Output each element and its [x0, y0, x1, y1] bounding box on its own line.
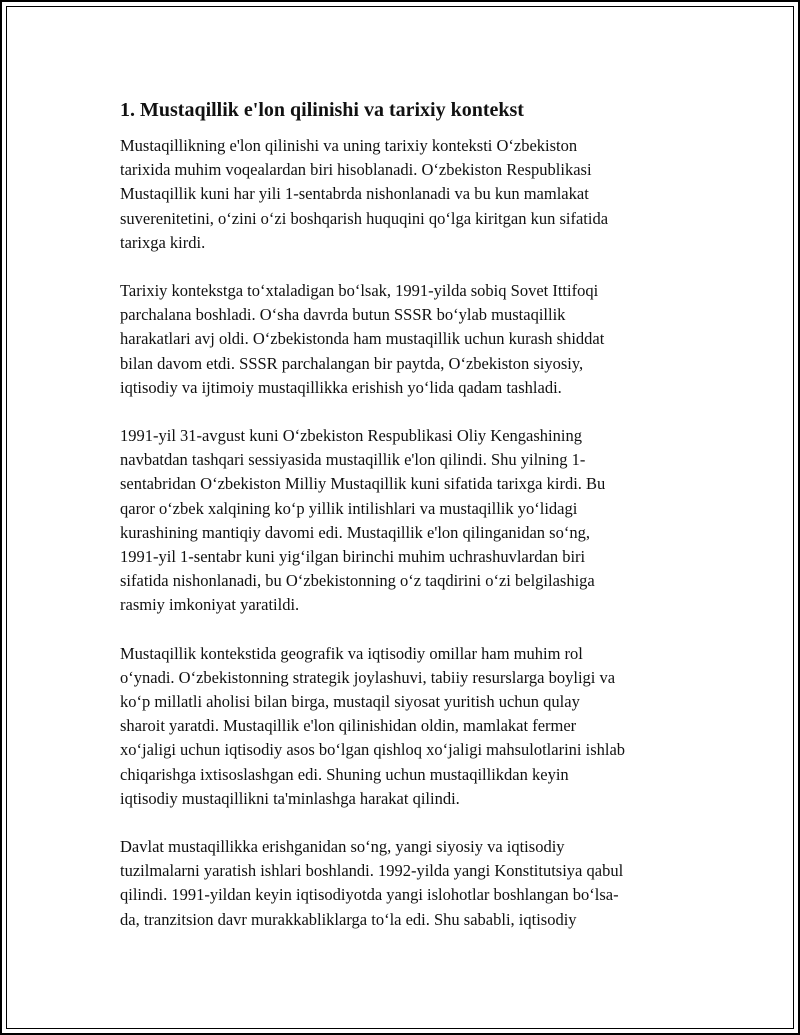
text-line: xo‘jaligi uchun iqtisodiy asos bo‘lgan qishloq xo‘jaligi mahsulotlarini ishlab — [120, 740, 626, 760]
text-line: o‘ynadi. O‘zbekistonning strategik joylashuvi, tabiiy resurslarga boyligi va — [120, 667, 616, 687]
text-line: qilindi. 1991-yildan keyin iqtisodiyotda yangi islohotlar boshlangan bo‘lsa- — [120, 885, 619, 905]
text-line: Mustaqillikning e'lon qilinishi va uning tarixiy konteksti O‘zbekiston — [120, 136, 578, 155]
text-line: kurashining mantiqiy davomi edi. Mustaqillik e'lon qilinganidan so‘ng, — [120, 522, 590, 542]
section-title: 1. Mustaqillik e'lon qilinishi va tarixiy kontekst — [120, 99, 524, 121]
paragraph-5 — [120, 835, 658, 932]
text-line: iqtisodiy va ijtimoiy mustaqillikka erishish yo‘lida qadam tashladi. — [120, 377, 562, 397]
document-content — [120, 96, 658, 956]
text-line: bilan davom etdi. SSSR parchalangan bir paytda, O‘zbekiston siyosiy, — [120, 353, 584, 373]
text-line: qaror o‘zbek xalqining ko‘p yillik intilishlari va mustaqillik yo‘lidagi — [120, 498, 578, 518]
text-line: suverenitetini, o‘zini o‘zi boshqarish huquqini qo‘lga kiritgan kun sifatida — [120, 208, 609, 228]
text-line: tarixida muhim voqealardan biri hisoblanadi. O‘zbekiston Respublikasi — [120, 160, 592, 180]
text-line: chiqarishga ixtisoslashgan edi. Shuning uchun mustaqillikdan keyin — [120, 764, 569, 784]
text-line: rasmiy imkoniyat yaratildi. — [120, 595, 300, 615]
text-line: tarixga kirdi. — [120, 232, 206, 252]
text-line: sifatida nishonlanadi, bu O‘zbekistonning o‘z taqdirini o‘zi belgilashiga — [120, 571, 595, 591]
paragraph-1 — [120, 134, 658, 255]
text-line: ko‘p millatli aholisi bilan birga, mustaqil siyosat yuritish uchun qulay — [120, 692, 580, 712]
text-line: sentabridan O‘zbekiston Milliy Mustaqillik kuni sifatida tarixga kirdi. Bu — [120, 474, 606, 494]
text-line: da, tranzitsion davr murakkabliklarga to‘la edi. Shu sababli, iqtisodiy — [120, 909, 577, 929]
text-line: Tarixiy kontekstga to‘xtaladigan bo‘lsak, 1991-yilda sobiq Sovet Ittifoqi — [120, 281, 599, 301]
paragraph-4 — [120, 642, 658, 811]
text-line: sharoit yaratdi. Mustaqillik e'lon qilinishidan oldin, mamlakat fermer — [120, 716, 577, 736]
text-line: Mustaqillik kuni har yili 1-sentabrda nishonlanadi va bu kun mamlakat — [120, 184, 589, 204]
text-line: Mustaqillik kontekstida geografik va iqtisodiy omillar ham muhim rol — [120, 643, 583, 663]
text-line: Davlat mustaqillikka erishganidan so‘ng, yangi siyosiy va iqtisodiy — [120, 837, 565, 857]
paragraph-2 — [120, 279, 658, 400]
text-line: 1991-yil 31-avgust kuni O‘zbekiston Respublikasi Oliy Kengashining — [120, 426, 582, 446]
text-line: 1991-yil 1-sentabr kuni yig‘ilgan birinchi muhim uchrashuvlardan biri — [120, 547, 586, 567]
text-line: harakatlari avj oldi. O‘zbekistonda ham mustaqillik uchun kurash shiddat — [120, 329, 605, 349]
text-line: iqtisodiy mustaqillikni ta'minlashga harakat qilindi. — [120, 788, 460, 808]
text-line: parchalana boshladi. O‘sha davrda butun SSSR bo‘ylab mustaqillik — [120, 305, 566, 325]
paragraph-3 — [120, 424, 658, 618]
text-line: navbatdan tashqari sessiyasida mustaqillik e'lon qilindi. Shu yilning 1- — [120, 450, 586, 470]
text-line: tuzilmalarni yaratish ishlari boshlandi. 1992-yilda yangi Konstitutsiya qabul — [120, 861, 624, 881]
